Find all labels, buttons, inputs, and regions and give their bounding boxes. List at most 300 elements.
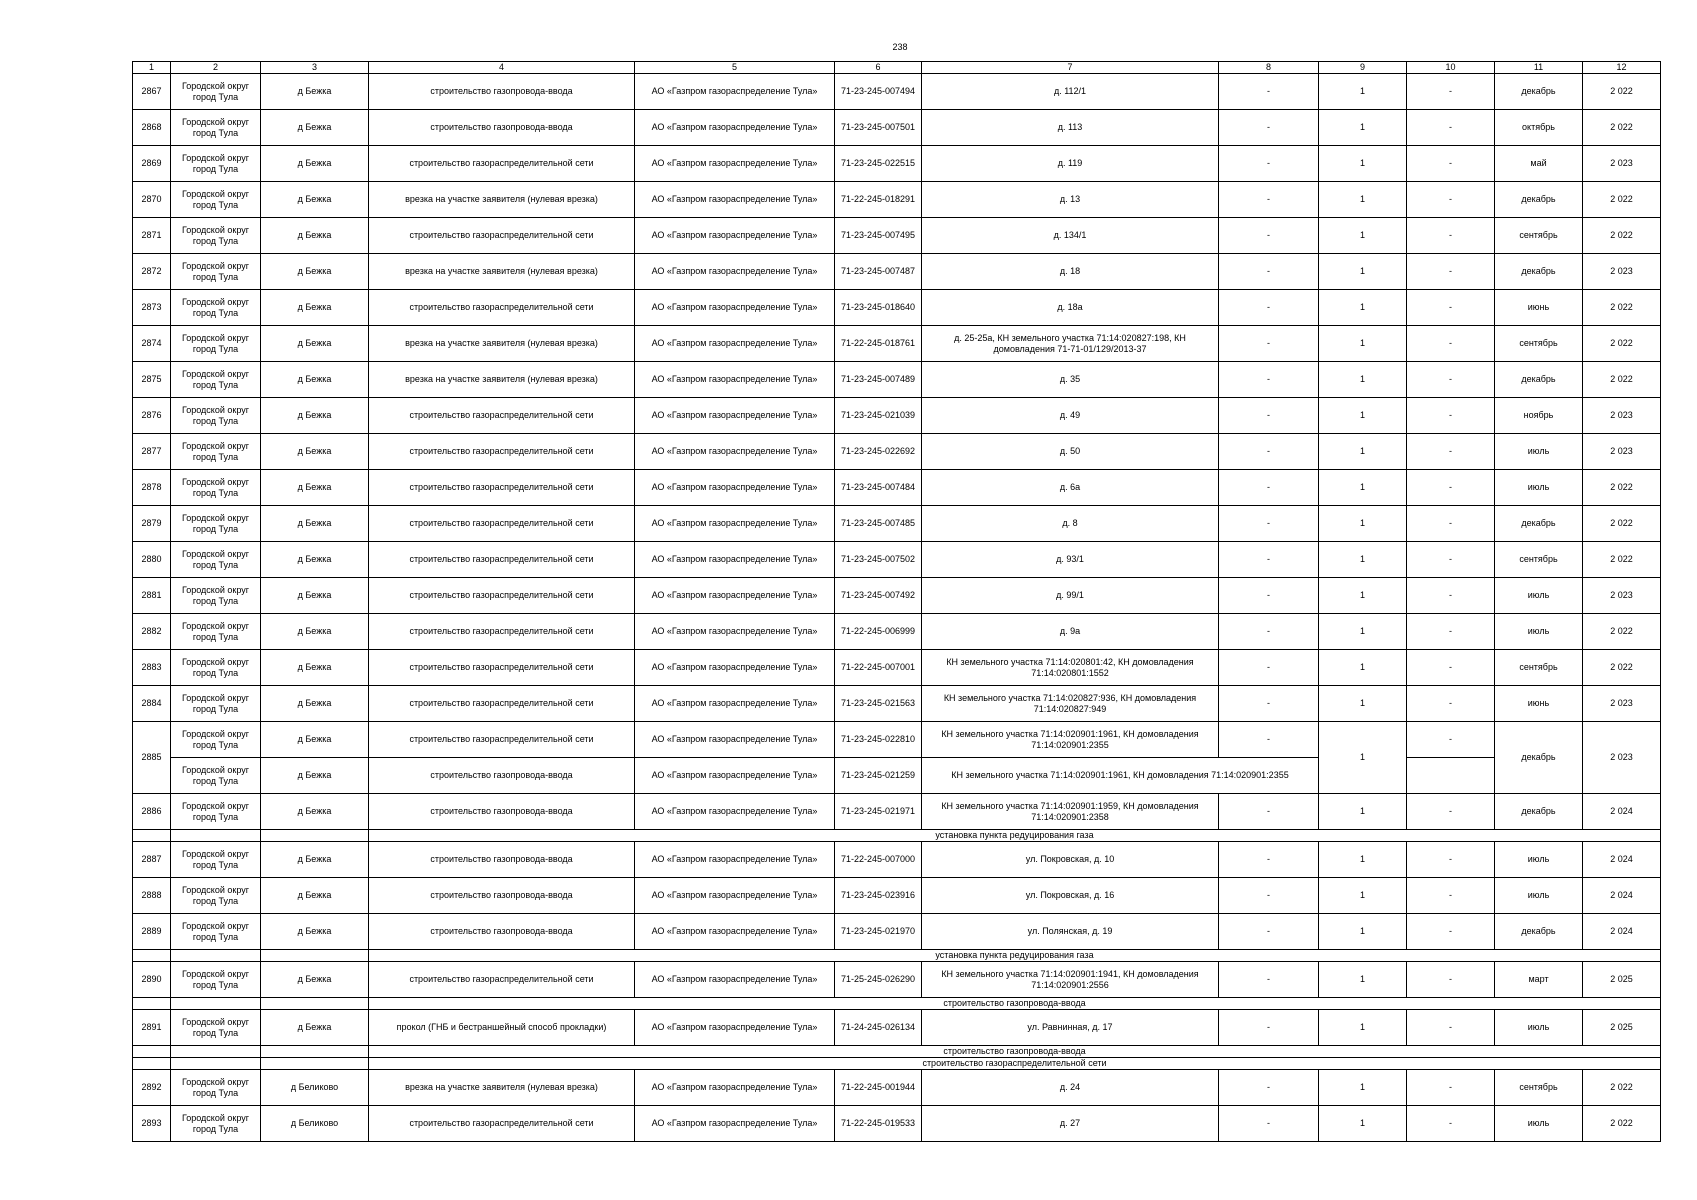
col10-cell: -	[1407, 1070, 1495, 1106]
subwork-row	[133, 950, 1661, 962]
col8-cell: -	[1219, 686, 1319, 722]
district-cell	[171, 842, 261, 878]
organization-cell: АО «Газпром газораспределение Тула»	[635, 506, 835, 542]
year-cell: 2 023	[1583, 578, 1661, 614]
application-code-cell: 71-23-245-007487	[835, 254, 922, 290]
application-code-cell: 71-23-245-023916	[835, 878, 922, 914]
district-line: Городской округ	[181, 848, 250, 859]
district-line: город Тула	[192, 667, 239, 678]
table-row	[133, 794, 1661, 830]
col10-cell: -	[1407, 722, 1495, 758]
locality-cell	[261, 830, 369, 842]
row-number: 2867	[133, 74, 171, 110]
col9-cell: 1	[1319, 290, 1407, 326]
district-line: город Тула	[192, 559, 239, 570]
month-cell: июль	[1495, 578, 1583, 614]
row-number: 2881	[133, 578, 171, 614]
row-number	[133, 830, 171, 842]
subwork-text: строительство газопровода-ввода	[369, 998, 1661, 1010]
application-code-cell: 71-24-245-026134	[835, 1010, 922, 1046]
year-cell: 2 023	[1583, 686, 1661, 722]
col9-cell: 1	[1319, 182, 1407, 218]
year-cell: 2 024	[1583, 878, 1661, 914]
organization-cell: АО «Газпром газораспределение Тула»	[635, 290, 835, 326]
application-code-cell: 71-22-245-007001	[835, 650, 922, 686]
table-row	[133, 578, 1661, 614]
organization-cell: АО «Газпром газораспределение Тула»	[635, 254, 835, 290]
column-number: 6	[835, 62, 922, 74]
col8-cell: -	[1219, 1010, 1319, 1046]
district-line: Городской округ	[181, 884, 250, 895]
district-line: город Тула	[192, 859, 239, 870]
address-cell: д. 50	[922, 434, 1219, 470]
organization-cell: АО «Газпром газораспределение Тула»	[635, 722, 835, 758]
application-code-cell: 71-22-245-019533	[835, 1106, 922, 1142]
month-cell: июль	[1495, 1106, 1583, 1142]
application-code-cell: 71-23-245-007501	[835, 110, 922, 146]
address-cell: д. 134/1	[922, 218, 1219, 254]
district-line: Городской округ	[181, 512, 250, 523]
col9-cell: 1	[1319, 686, 1407, 722]
col8-cell: -	[1219, 146, 1319, 182]
table-row	[133, 758, 1661, 794]
district-line: город Тула	[192, 307, 239, 318]
col8-cell: -	[1219, 434, 1319, 470]
row-number: 2892	[133, 1070, 171, 1106]
table-row	[133, 506, 1661, 542]
application-code-cell: 71-23-245-021039	[835, 398, 922, 434]
row-number: 2874	[133, 326, 171, 362]
application-code-cell: 71-23-245-007489	[835, 362, 922, 398]
page-number: 238	[892, 42, 908, 52]
subwork-text: установка пункта редуцирования газа	[369, 830, 1661, 842]
district-cell	[171, 650, 261, 686]
row-number: 2869	[133, 146, 171, 182]
year-cell: 2 023	[1583, 434, 1661, 470]
work-type-cell: прокол (ГНБ и бестраншейный способ прокладки)	[369, 1010, 635, 1046]
work-type-cell: строительство газораспределительной сети	[369, 614, 635, 650]
year-cell: 2 022	[1583, 218, 1661, 254]
column-number: 2	[171, 62, 261, 74]
col9-cell: 1	[1319, 842, 1407, 878]
address-cell: д. 49	[922, 398, 1219, 434]
subwork-text: установка пункта редуцирования газа	[369, 950, 1661, 962]
application-code-cell: 71-22-245-001944	[835, 1070, 922, 1106]
organization-cell: АО «Газпром газораспределение Тула»	[635, 182, 835, 218]
district-cell	[171, 542, 261, 578]
organization-cell: АО «Газпром газораспределение Тула»	[635, 878, 835, 914]
row-number: 2877	[133, 434, 171, 470]
row-number: 2879	[133, 506, 171, 542]
col8-cell: -	[1219, 722, 1319, 758]
work-type-cell: врезка на участке заявителя (нулевая врезка)	[369, 1070, 635, 1106]
locality-cell: д Бежка	[261, 842, 369, 878]
col8-cell: -	[1219, 1070, 1319, 1106]
year-cell: 2 022	[1583, 542, 1661, 578]
locality-cell: д Бежка	[261, 218, 369, 254]
district-line: город Тула	[192, 271, 239, 282]
col8-cell: -	[1219, 74, 1319, 110]
application-code-cell: 71-23-245-007502	[835, 542, 922, 578]
table-row	[133, 74, 1661, 110]
locality-cell: д Бежка	[261, 74, 369, 110]
district-line: город Тула	[192, 199, 239, 210]
row-number: 2885	[133, 722, 171, 794]
district-line: город Тула	[192, 811, 239, 822]
locality-cell: д Бежка	[261, 470, 369, 506]
district-line: Городской округ	[181, 1016, 250, 1027]
col9-cell: 1	[1319, 1010, 1407, 1046]
organization-cell: АО «Газпром газораспределение Тула»	[635, 578, 835, 614]
work-type-cell: строительство газораспределительной сети	[369, 722, 635, 758]
table-row	[133, 542, 1661, 578]
district-line: Городской округ	[181, 188, 250, 199]
year-cell: 2 022	[1583, 74, 1661, 110]
month-cell: июль	[1495, 878, 1583, 914]
application-code-cell: 71-23-245-021259	[835, 758, 922, 794]
organization-cell: АО «Газпром газораспределение Тула»	[635, 1010, 835, 1046]
col10-cell: -	[1407, 290, 1495, 326]
locality-cell	[261, 1046, 369, 1058]
year-cell: 2 022	[1583, 110, 1661, 146]
district-cell	[171, 398, 261, 434]
application-code-cell: 71-23-245-022515	[835, 146, 922, 182]
subwork-text: строительство газораспределительной сети	[369, 1058, 1661, 1070]
district-cell	[171, 1010, 261, 1046]
row-number	[133, 998, 171, 1010]
district-cell	[171, 74, 261, 110]
district-cell	[171, 218, 261, 254]
col10-cell: -	[1407, 398, 1495, 434]
col9-cell: 1	[1319, 506, 1407, 542]
row-number: 2889	[133, 914, 171, 950]
row-number: 2871	[133, 218, 171, 254]
district-line: Городской округ	[181, 620, 250, 631]
table-row	[133, 110, 1661, 146]
application-code-cell: 71-23-245-021563	[835, 686, 922, 722]
district-line: город Тула	[192, 1027, 239, 1038]
locality-cell: д Бежка	[261, 326, 369, 362]
district-line: Городской округ	[181, 116, 250, 127]
row-number: 2880	[133, 542, 171, 578]
district-cell	[171, 878, 261, 914]
table-row	[133, 1070, 1661, 1106]
organization-cell: АО «Газпром газораспределение Тула»	[635, 842, 835, 878]
table-row	[133, 362, 1661, 398]
address-cell: КН земельного участка 71:14:020801:42, КН домовладения 71:14:020801:1552	[922, 650, 1219, 686]
locality-cell: д Бежка	[261, 254, 369, 290]
locality-cell: д Бежка	[261, 878, 369, 914]
col10-cell: -	[1407, 218, 1495, 254]
district-line: город Тула	[192, 931, 239, 942]
locality-cell: д Бежка	[261, 398, 369, 434]
district-line: Городской округ	[181, 476, 250, 487]
subwork-text: строительство газопровода-ввода	[369, 1046, 1661, 1058]
column-number: 9	[1319, 62, 1407, 74]
col9-cell: 1	[1319, 914, 1407, 950]
district-line: город Тула	[192, 451, 239, 462]
work-type-cell: строительство газопровода-ввода	[369, 794, 635, 830]
district-line: Городской округ	[181, 584, 250, 595]
district-line: Городской округ	[181, 440, 250, 451]
application-code-cell: 71-23-245-021970	[835, 914, 922, 950]
work-type-cell: строительство газопровода-ввода	[369, 74, 635, 110]
district-line: город Тула	[192, 487, 239, 498]
month-cell: сентябрь	[1495, 218, 1583, 254]
application-code-cell: 71-23-245-021971	[835, 794, 922, 830]
table-row	[133, 914, 1661, 950]
locality-cell: д Бежка	[261, 542, 369, 578]
subwork-row	[133, 1046, 1661, 1058]
col8-cell: -	[1219, 650, 1319, 686]
district-cell	[171, 722, 261, 758]
district-line: Городской округ	[181, 548, 250, 559]
district-line: Городской округ	[181, 332, 250, 343]
district-line: город Тула	[192, 523, 239, 534]
col9-cell: 1	[1319, 878, 1407, 914]
work-type-cell: строительство газораспределительной сети	[369, 146, 635, 182]
address-cell: д. 18	[922, 254, 1219, 290]
district-line: Городской округ	[181, 368, 250, 379]
table-row	[133, 254, 1661, 290]
col10-cell: -	[1407, 254, 1495, 290]
row-number: 2878	[133, 470, 171, 506]
year-cell: 2 022	[1583, 470, 1661, 506]
address-cell: КН земельного участка 71:14:020901:1961, КН домовладения 71:14:020901:2355	[922, 722, 1219, 758]
work-type-cell: врезка на участке заявителя (нулевая врезка)	[369, 362, 635, 398]
col8-cell: -	[1219, 878, 1319, 914]
month-cell: март	[1495, 962, 1583, 998]
district-cell	[171, 506, 261, 542]
address-cell: д. 119	[922, 146, 1219, 182]
application-code-cell: 71-22-245-018761	[835, 326, 922, 362]
col9-cell: 1	[1319, 542, 1407, 578]
work-type-cell: строительство газораспределительной сети	[369, 650, 635, 686]
locality-cell: д Бежка	[261, 686, 369, 722]
district-cell	[171, 614, 261, 650]
col9-cell: 1	[1319, 326, 1407, 362]
address-cell: д. 112/1	[922, 74, 1219, 110]
district-line: Городской округ	[181, 920, 250, 931]
district-line: город Тула	[192, 739, 239, 750]
year-cell: 2 022	[1583, 326, 1661, 362]
district-cell	[171, 326, 261, 362]
col9-cell: 1	[1319, 146, 1407, 182]
month-cell: сентябрь	[1495, 650, 1583, 686]
year-cell: 2 023	[1583, 146, 1661, 182]
locality-cell: д Бежка	[261, 758, 369, 794]
work-type-cell: врезка на участке заявителя (нулевая врезка)	[369, 182, 635, 218]
application-code-cell: 71-22-245-018291	[835, 182, 922, 218]
month-cell: июль	[1495, 470, 1583, 506]
district-cell	[171, 290, 261, 326]
col8-cell: -	[1219, 218, 1319, 254]
locality-cell: д Бежка	[261, 146, 369, 182]
district-cell	[171, 434, 261, 470]
row-number: 2884	[133, 686, 171, 722]
row-number: 2887	[133, 842, 171, 878]
locality-cell: д Бежка	[261, 290, 369, 326]
col10-cell: -	[1407, 1106, 1495, 1142]
district-line: Городской округ	[181, 296, 250, 307]
col10-cell: -	[1407, 506, 1495, 542]
organization-cell: АО «Газпром газораспределение Тула»	[635, 1070, 835, 1106]
row-number: 2890	[133, 962, 171, 998]
month-cell: июнь	[1495, 290, 1583, 326]
locality-cell	[261, 950, 369, 962]
row-number: 2870	[133, 182, 171, 218]
district-cell	[171, 110, 261, 146]
row-number: 2873	[133, 290, 171, 326]
district-cell	[171, 758, 261, 794]
work-type-cell: строительство газораспределительной сети	[369, 470, 635, 506]
organization-cell: АО «Газпром газораспределение Тула»	[635, 326, 835, 362]
organization-cell: АО «Газпром газораспределение Тула»	[635, 218, 835, 254]
organization-cell: АО «Газпром газораспределение Тула»	[635, 362, 835, 398]
organization-cell: АО «Газпром газораспределение Тула»	[635, 110, 835, 146]
district-line: Городской округ	[181, 1076, 250, 1087]
district-line: город Тула	[192, 127, 239, 138]
year-cell: 2 022	[1583, 182, 1661, 218]
col9-cell: 1	[1319, 254, 1407, 290]
table-row	[133, 434, 1661, 470]
address-cell: ул. Покровская, д. 16	[922, 878, 1219, 914]
table-row	[133, 686, 1661, 722]
row-number: 2886	[133, 794, 171, 830]
district-cell	[171, 962, 261, 998]
month-cell: декабрь	[1495, 722, 1583, 794]
row-number: 2891	[133, 1010, 171, 1046]
district-line: город Тула	[192, 379, 239, 390]
work-type-cell: врезка на участке заявителя (нулевая врезка)	[369, 326, 635, 362]
col10-cell: -	[1407, 686, 1495, 722]
month-cell: декабрь	[1495, 794, 1583, 830]
address-cell: д. 9а	[922, 614, 1219, 650]
work-type-cell: врезка на участке заявителя (нулевая врезка)	[369, 254, 635, 290]
application-code-cell: 71-23-245-022692	[835, 434, 922, 470]
district-cell	[171, 1106, 261, 1142]
year-cell: 2 022	[1583, 1070, 1661, 1106]
district-cell	[171, 1058, 261, 1070]
address-cell: д. 18а	[922, 290, 1219, 326]
col8-cell: -	[1219, 398, 1319, 434]
col9-cell: 1	[1319, 962, 1407, 998]
district-line: город Тула	[192, 1123, 239, 1134]
application-code-cell: 71-23-245-007494	[835, 74, 922, 110]
district-line: город Тула	[192, 703, 239, 714]
subwork-row	[133, 830, 1661, 842]
col8-cell: -	[1219, 1106, 1319, 1142]
row-number: 2883	[133, 650, 171, 686]
district-line: город Тула	[192, 775, 239, 786]
year-cell: 2 025	[1583, 962, 1661, 998]
col10-cell: -	[1407, 470, 1495, 506]
locality-cell: д Бежка	[261, 650, 369, 686]
district-line: Городской округ	[181, 728, 250, 739]
year-cell: 2 025	[1583, 1010, 1661, 1046]
month-cell: июль	[1495, 614, 1583, 650]
subwork-row	[133, 1058, 1661, 1070]
col9-cell: 1	[1319, 1070, 1407, 1106]
address-cell: д. 27	[922, 1106, 1219, 1142]
year-cell: 2 024	[1583, 794, 1661, 830]
col9-cell: 1	[1319, 794, 1407, 830]
application-code-cell: 71-23-245-007485	[835, 506, 922, 542]
district-line: город Тула	[192, 343, 239, 354]
col8-cell: -	[1219, 506, 1319, 542]
district-cell	[171, 470, 261, 506]
month-cell: декабрь	[1495, 506, 1583, 542]
district-line: Городской округ	[181, 152, 250, 163]
table-row	[133, 842, 1661, 878]
col10-cell: -	[1407, 842, 1495, 878]
row-number	[133, 1046, 171, 1058]
organization-cell: АО «Газпром газораспределение Тула»	[635, 146, 835, 182]
work-type-cell: строительство газопровода-ввода	[369, 758, 635, 794]
locality-cell: д Беликово	[261, 1106, 369, 1142]
district-cell	[171, 998, 261, 1010]
application-code-cell: 71-23-245-018640	[835, 290, 922, 326]
column-number: 1	[133, 62, 171, 74]
application-code-cell: 71-25-245-026290	[835, 962, 922, 998]
month-cell: июль	[1495, 434, 1583, 470]
col8-cell: -	[1219, 962, 1319, 998]
address-cell: КН земельного участка 71:14:020901:1961, КН домовладения 71:14:020901:2355	[922, 758, 1319, 794]
col10-cell: -	[1407, 650, 1495, 686]
col10-cell: -	[1407, 110, 1495, 146]
organization-cell: АО «Газпром газораспределение Тула»	[635, 398, 835, 434]
table-row	[133, 878, 1661, 914]
work-type-cell: строительство газораспределительной сети	[369, 962, 635, 998]
district-cell	[171, 830, 261, 842]
month-cell: июнь	[1495, 686, 1583, 722]
table-row	[133, 1106, 1661, 1142]
table-row	[133, 182, 1661, 218]
locality-cell: д Бежка	[261, 110, 369, 146]
work-type-cell: строительство газораспределительной сети	[369, 506, 635, 542]
table-row	[133, 962, 1661, 998]
address-cell: д. 13	[922, 182, 1219, 218]
organization-cell: АО «Газпром газораспределение Тула»	[635, 1106, 835, 1142]
col9-cell: 1	[1319, 578, 1407, 614]
district-cell	[171, 182, 261, 218]
application-code-cell: 71-23-245-007492	[835, 578, 922, 614]
column-number: 4	[369, 62, 635, 74]
month-cell: май	[1495, 146, 1583, 182]
work-type-cell: строительство газопровода-ввода	[369, 878, 635, 914]
table-row	[133, 614, 1661, 650]
table-row	[133, 398, 1661, 434]
year-cell: 2 022	[1583, 362, 1661, 398]
work-type-cell: строительство газопровода-ввода	[369, 842, 635, 878]
locality-cell	[261, 998, 369, 1010]
district-line: город Тула	[192, 979, 239, 990]
table-row	[133, 722, 1661, 758]
organization-cell: АО «Газпром газораспределение Тула»	[635, 470, 835, 506]
year-cell: 2 024	[1583, 842, 1661, 878]
month-cell: июль	[1495, 1010, 1583, 1046]
district-line: Городской округ	[181, 656, 250, 667]
locality-cell: д Бежка	[261, 1010, 369, 1046]
district-line: город Тула	[192, 631, 239, 642]
col9-cell: 1	[1319, 470, 1407, 506]
col10-cell: -	[1407, 962, 1495, 998]
col9-cell: 1	[1319, 398, 1407, 434]
col10-cell: -	[1407, 542, 1495, 578]
district-cell	[171, 686, 261, 722]
organization-cell: АО «Газпром газораспределение Тула»	[635, 434, 835, 470]
locality-cell: д Бежка	[261, 614, 369, 650]
